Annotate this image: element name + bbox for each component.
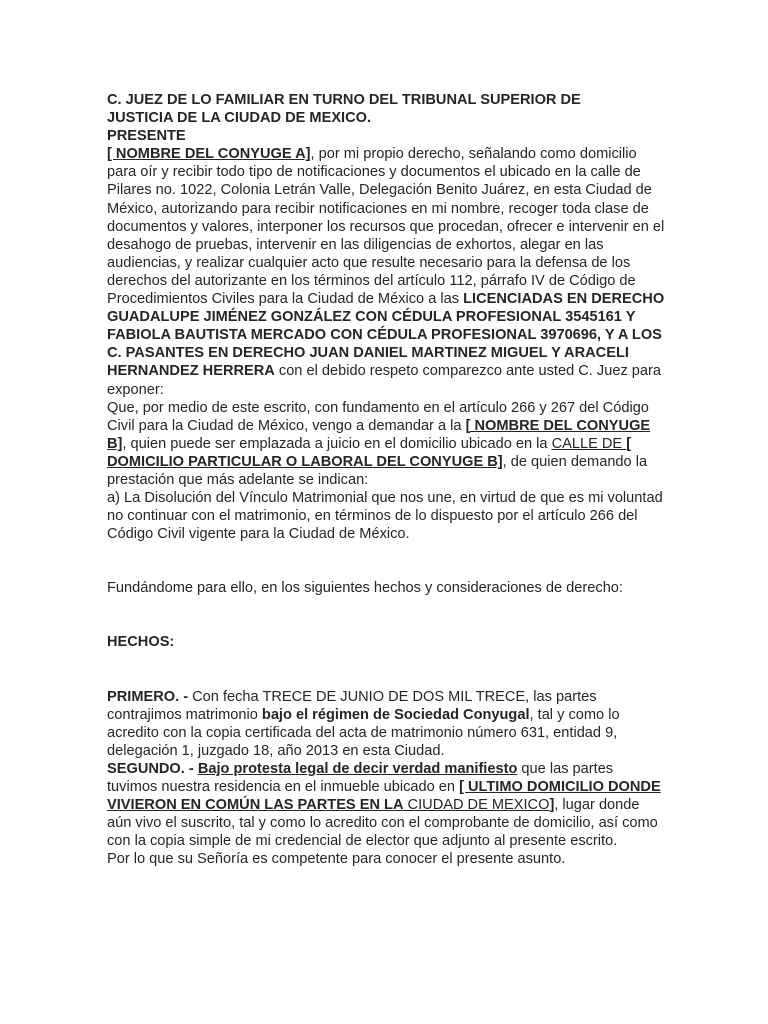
primero-text-2: , tal y como lo acredito con la copia certificada del acta de matrimonio número 631, entidad 9, delegación 1, juzgado 18, año 2013 en esta Ciudad.: [107, 706, 620, 759]
addressee-line-2: JUSTICIA DE LA CIUDAD DE MEXICO.: [107, 110, 372, 127]
spacer: [107, 543, 667, 579]
demand-text-1: Que, por medio de este escrito, con fundamento en el artículo 266 y 267 del Código Civil para la Ciudad de México, vengo a demandar a la: [107, 399, 649, 434]
intro-text-2: con el debido respeto comparezco ante usted C. Juez para exponer:: [107, 363, 662, 398]
demand-text-2: , quien puede ser emplazada a juicio en el domicilio ubicado en la: [122, 435, 552, 452]
spacer: [107, 597, 667, 633]
authorized-lawyers: LICENCIADAS EN DERECHO GUADALUPE JIMÉNEZ GONZÁLEZ CON CÉDULA PROFESIONAL 3545161 Y FABIOLA BAUTISTA MERCADO CON CÉDULA PROFESIONAL 3970696, Y A LOS C. PASANTES EN DERECHO JUAN DANIEL MARTINEZ MIGUEL Y ARACELI HERNANDEZ HERRERA: [107, 291, 665, 380]
document-page: [107, 91, 667, 868]
closing-text: Por lo que su Señoría es competente para conocer el presente asunto.: [107, 851, 566, 868]
regime-text: bajo el régimen de Sociedad Conyugal: [261, 706, 530, 723]
last-address-placeholder: [ ULTIMO DOMICILIO DONDE VIVIERON EN COMÚN LAS PARTES EN LA: [107, 779, 661, 814]
segundo-paragraph: [107, 760, 667, 850]
demand-paragraph: [107, 399, 667, 489]
demand-item-a: a) La Disolución del Vínculo Matrimonial que nos une, en virtud de que es mi voluntad no continuar con el matrimonio, en términos de lo dispuesto por el artículo 266 del Código Civil vigente para la Ciudad de México.: [107, 490, 663, 543]
spouse-b-placeholder: [ NOMBRE DEL CONYUGE B]: [107, 417, 651, 452]
hechos-heading: HECHOS:: [107, 634, 175, 651]
segundo-text-1: que las partes tuvimos nuestra residencia en el inmueble ubicado en: [107, 760, 614, 795]
primero-paragraph: [107, 688, 667, 760]
primero-label: PRIMERO. -: [107, 688, 189, 705]
calle-de-label: CALLE DE: [551, 435, 627, 452]
intro-paragraph: [107, 145, 667, 398]
segundo-text-2: , lugar donde aún vivo el suscrito, tal y como lo acredito con el comprobante de domicilio, así como con la copia simple de mi credencial de elector que adjunto al presente escrito.: [107, 797, 658, 850]
intro-text-1: , por mi propio derecho, señalando como domicilio para oír y recibir todo tipo de notificaciones y documentos el ubicado en la calle de Pilares no. 1022, Colonia Letrán Valle, Delegación Benito Juárez, en esta Ciudad de México, autorizando para recibir notificaciones en mi nombre, recoger toda clase de documentos y valores, interponer los recursos que procedan, ofrecer e intervenir en el desahogo de pruebas, intervenir en las diligencias de exhortos, alegar en las audiencias, y realizar cualquier acto que resulte necesario para la defensa de los derechos del autorizante en los términos del artículo 112, párrafo IV de Código de Procedimientos Civiles para la Ciudad de México a las: [107, 146, 665, 308]
segundo-label: SEGUNDO. -: [107, 760, 194, 777]
foundation-text: Fundándome para ello, en los siguientes hechos y consideraciones de derecho:: [107, 580, 623, 597]
city-text: CIUDAD DE MEXICO: [403, 797, 550, 814]
bracket-close: ]: [549, 797, 555, 814]
protest-text: Bajo protesta legal de decir verdad manifiesto: [197, 760, 518, 777]
spacer: [107, 652, 667, 688]
spouse-a-placeholder: [ NOMBRE DEL CONYUGE A]: [107, 146, 311, 163]
primero-text-1: Con fecha TRECE DE JUNIO DE DOS MIL TRECE, las partes contrajimos matrimonio: [107, 688, 597, 723]
address-b-placeholder: [ DOMICILIO PARTICULAR O LABORAL DEL CONYUGE B]: [107, 435, 632, 470]
presente-label: PRESENTE: [107, 128, 186, 145]
demand-text-3: , de quien demando la prestación que más adelante se indican:: [107, 453, 648, 488]
addressee-line-1: C. JUEZ DE LO FAMILIAR EN TURNO DEL TRIBUNAL SUPERIOR DE: [107, 92, 581, 108]
